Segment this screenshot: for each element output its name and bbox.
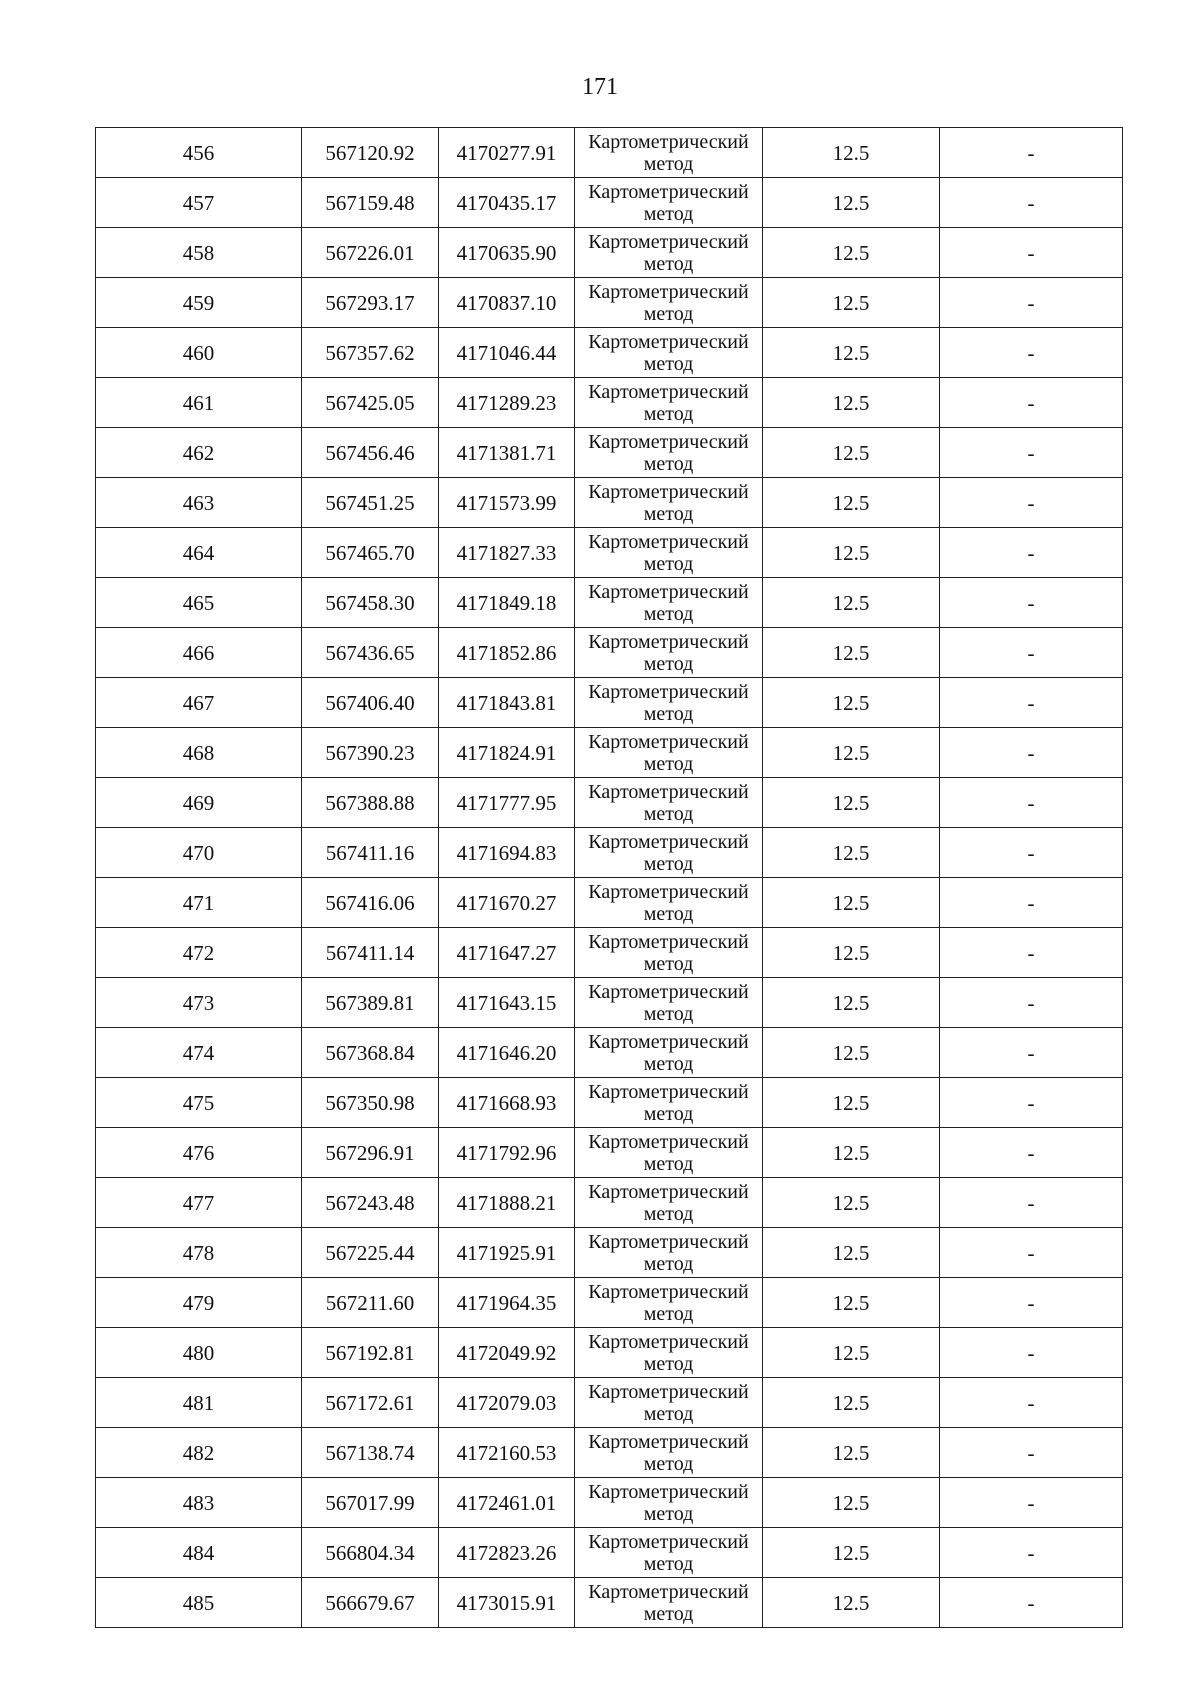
method-text: метод xyxy=(643,202,694,225)
accuracy-cell: 12.5 xyxy=(763,378,940,428)
method-text: Картометрический xyxy=(588,1080,749,1103)
table-row xyxy=(96,728,1123,778)
table-row xyxy=(96,528,1123,578)
note-cell: - xyxy=(940,628,1123,678)
accuracy-cell: 12.5 xyxy=(763,1478,940,1528)
y-coordinate-cell: 4171925.91 xyxy=(439,1228,575,1278)
method-text: Картометрический xyxy=(588,1330,749,1353)
method-text: метод xyxy=(643,1602,694,1625)
accuracy-cell: 12.5 xyxy=(763,178,940,228)
y-coordinate-cell: 4171647.27 xyxy=(439,928,575,978)
x-coordinate-cell: 567451.25 xyxy=(302,478,439,528)
table-row xyxy=(96,328,1123,378)
y-coordinate-cell: 4171964.35 xyxy=(439,1278,575,1328)
method-text: метод xyxy=(643,902,694,925)
y-coordinate-cell: 4171643.15 xyxy=(439,978,575,1028)
accuracy-cell: 12.5 xyxy=(763,878,940,928)
point-number-cell: 481 xyxy=(96,1378,302,1428)
note-cell: - xyxy=(940,478,1123,528)
method-cell xyxy=(575,328,763,378)
y-coordinate-cell: 4171573.99 xyxy=(439,478,575,528)
method-text: метод xyxy=(643,602,694,625)
y-coordinate-cell: 4171381.71 xyxy=(439,428,575,478)
method-text: Картометрический xyxy=(588,530,749,553)
method-cell xyxy=(575,378,763,428)
table-row xyxy=(96,1128,1123,1178)
point-number-cell: 464 xyxy=(96,528,302,578)
x-coordinate-cell: 567465.70 xyxy=(302,528,439,578)
y-coordinate-cell: 4171670.27 xyxy=(439,878,575,928)
x-coordinate-cell: 567425.05 xyxy=(302,378,439,428)
note-cell: - xyxy=(940,428,1123,478)
method-text: метод xyxy=(643,152,694,175)
method-cell xyxy=(575,478,763,528)
method-text: Картометрический xyxy=(588,680,749,703)
table-row xyxy=(96,678,1123,728)
note-cell: - xyxy=(940,1078,1123,1128)
note-cell: - xyxy=(940,1378,1123,1428)
accuracy-cell: 12.5 xyxy=(763,1078,940,1128)
table-row xyxy=(96,878,1123,928)
note-cell: - xyxy=(940,728,1123,778)
method-text: метод xyxy=(643,1452,694,1475)
y-coordinate-cell: 4172079.03 xyxy=(439,1378,575,1428)
y-coordinate-cell: 4170277.91 xyxy=(439,128,575,178)
accuracy-cell: 12.5 xyxy=(763,1378,940,1428)
table-row xyxy=(96,1278,1123,1328)
method-text: метод xyxy=(643,752,694,775)
table-row xyxy=(96,778,1123,828)
method-cell xyxy=(575,1178,763,1228)
x-coordinate-cell: 567390.23 xyxy=(302,728,439,778)
method-cell xyxy=(575,278,763,328)
table-row xyxy=(96,478,1123,528)
point-number-cell: 478 xyxy=(96,1228,302,1278)
method-text: Картометрический xyxy=(588,480,749,503)
accuracy-cell: 12.5 xyxy=(763,828,940,878)
note-cell: - xyxy=(940,328,1123,378)
y-coordinate-cell: 4170837.10 xyxy=(439,278,575,328)
method-text: метод xyxy=(643,702,694,725)
x-coordinate-cell: 567411.14 xyxy=(302,928,439,978)
y-coordinate-cell: 4171046.44 xyxy=(439,328,575,378)
note-cell: - xyxy=(940,1178,1123,1228)
point-number-cell: 461 xyxy=(96,378,302,428)
x-coordinate-cell: 567368.84 xyxy=(302,1028,439,1078)
y-coordinate-cell: 4171849.18 xyxy=(439,578,575,628)
point-number-cell: 458 xyxy=(96,228,302,278)
point-number-cell: 485 xyxy=(96,1578,302,1628)
method-cell xyxy=(575,1128,763,1178)
method-cell xyxy=(575,978,763,1028)
page-number: 171 xyxy=(582,74,618,100)
accuracy-cell: 12.5 xyxy=(763,628,940,678)
method-text: метод xyxy=(643,1002,694,1025)
note-cell: - xyxy=(940,1128,1123,1178)
point-number-cell: 470 xyxy=(96,828,302,878)
point-number-cell: 480 xyxy=(96,1328,302,1378)
x-coordinate-cell: 567243.48 xyxy=(302,1178,439,1228)
method-text: Картометрический xyxy=(588,230,749,253)
accuracy-cell: 12.5 xyxy=(763,1328,940,1378)
method-cell xyxy=(575,1478,763,1528)
y-coordinate-cell: 4170435.17 xyxy=(439,178,575,228)
point-number-cell: 484 xyxy=(96,1528,302,1578)
x-coordinate-cell: 567159.48 xyxy=(302,178,439,228)
method-text: Картометрический xyxy=(588,1030,749,1053)
note-cell: - xyxy=(940,1278,1123,1328)
accuracy-cell: 12.5 xyxy=(763,1128,940,1178)
x-coordinate-cell: 567172.61 xyxy=(302,1378,439,1428)
method-text: Картометрический xyxy=(588,980,749,1003)
note-cell: - xyxy=(940,178,1123,228)
point-number-cell: 467 xyxy=(96,678,302,728)
method-text: Картометрический xyxy=(588,1230,749,1253)
y-coordinate-cell: 4171888.21 xyxy=(439,1178,575,1228)
note-cell: - xyxy=(940,1478,1123,1528)
note-cell: - xyxy=(940,378,1123,428)
method-text: Картометрический xyxy=(588,330,749,353)
x-coordinate-cell: 567192.81 xyxy=(302,1328,439,1378)
method-text: метод xyxy=(643,1102,694,1125)
y-coordinate-cell: 4172049.92 xyxy=(439,1328,575,1378)
method-text: Картометрический xyxy=(588,380,749,403)
method-text: метод xyxy=(643,852,694,875)
x-coordinate-cell: 567416.06 xyxy=(302,878,439,928)
point-number-cell: 468 xyxy=(96,728,302,778)
table-row xyxy=(96,928,1123,978)
accuracy-cell: 12.5 xyxy=(763,778,940,828)
point-number-cell: 466 xyxy=(96,628,302,678)
method-cell xyxy=(575,528,763,578)
point-number-cell: 472 xyxy=(96,928,302,978)
x-coordinate-cell: 567226.01 xyxy=(302,228,439,278)
table-row xyxy=(96,1328,1123,1378)
note-cell: - xyxy=(940,128,1123,178)
table-row xyxy=(96,1428,1123,1478)
accuracy-cell: 12.5 xyxy=(763,578,940,628)
accuracy-cell: 12.5 xyxy=(763,278,940,328)
method-text: метод xyxy=(643,1402,694,1425)
method-text: метод xyxy=(643,1252,694,1275)
x-coordinate-cell: 567138.74 xyxy=(302,1428,439,1478)
method-cell xyxy=(575,1378,763,1428)
method-text: метод xyxy=(643,652,694,675)
method-cell xyxy=(575,428,763,478)
note-cell: - xyxy=(940,1578,1123,1628)
point-number-cell: 473 xyxy=(96,978,302,1028)
accuracy-cell: 12.5 xyxy=(763,1278,940,1328)
x-coordinate-cell: 567211.60 xyxy=(302,1278,439,1328)
x-coordinate-cell: 567389.81 xyxy=(302,978,439,1028)
note-cell: - xyxy=(940,1528,1123,1578)
y-coordinate-cell: 4171289.23 xyxy=(439,378,575,428)
method-text: метод xyxy=(643,1552,694,1575)
accuracy-cell: 12.5 xyxy=(763,978,940,1028)
note-cell: - xyxy=(940,778,1123,828)
x-coordinate-cell: 567017.99 xyxy=(302,1478,439,1528)
method-text: метод xyxy=(643,302,694,325)
table-row xyxy=(96,978,1123,1028)
method-text: метод xyxy=(643,802,694,825)
y-coordinate-cell: 4172823.26 xyxy=(439,1528,575,1578)
method-text: Картометрический xyxy=(588,130,749,153)
method-text: Картометрический xyxy=(588,880,749,903)
method-text: метод xyxy=(643,1152,694,1175)
accuracy-cell: 12.5 xyxy=(763,928,940,978)
table-row xyxy=(96,1528,1123,1578)
note-cell: - xyxy=(940,1428,1123,1478)
x-coordinate-cell: 567225.44 xyxy=(302,1228,439,1278)
accuracy-cell: 12.5 xyxy=(763,478,940,528)
method-cell xyxy=(575,578,763,628)
accuracy-cell: 12.5 xyxy=(763,128,940,178)
x-coordinate-cell: 567456.46 xyxy=(302,428,439,478)
method-text: Картометрический xyxy=(588,1480,749,1503)
table-row xyxy=(96,178,1123,228)
coordinates-table-body xyxy=(96,128,1123,1628)
y-coordinate-cell: 4171694.83 xyxy=(439,828,575,878)
point-number-cell: 460 xyxy=(96,328,302,378)
note-cell: - xyxy=(940,528,1123,578)
method-text: метод xyxy=(643,502,694,525)
accuracy-cell: 12.5 xyxy=(763,1178,940,1228)
table-row xyxy=(96,1178,1123,1228)
accuracy-cell: 12.5 xyxy=(763,728,940,778)
point-number-cell: 457 xyxy=(96,178,302,228)
method-text: метод xyxy=(643,1202,694,1225)
x-coordinate-cell: 566804.34 xyxy=(302,1528,439,1578)
method-cell xyxy=(575,1528,763,1578)
y-coordinate-cell: 4171843.81 xyxy=(439,678,575,728)
x-coordinate-cell: 567458.30 xyxy=(302,578,439,628)
x-coordinate-cell: 567350.98 xyxy=(302,1078,439,1128)
table-row xyxy=(96,1578,1123,1628)
note-cell: - xyxy=(940,1328,1123,1378)
table-row xyxy=(96,1028,1123,1078)
accuracy-cell: 12.5 xyxy=(763,1578,940,1628)
method-text: метод xyxy=(643,452,694,475)
point-number-cell: 459 xyxy=(96,278,302,328)
method-cell xyxy=(575,1278,763,1328)
table-row xyxy=(96,128,1123,178)
point-number-cell: 476 xyxy=(96,1128,302,1178)
method-text: метод xyxy=(643,1352,694,1375)
accuracy-cell: 12.5 xyxy=(763,328,940,378)
note-cell: - xyxy=(940,828,1123,878)
point-number-cell: 483 xyxy=(96,1478,302,1528)
method-cell xyxy=(575,1228,763,1278)
coordinates-table xyxy=(95,127,1123,1628)
table-row xyxy=(96,1228,1123,1278)
method-text: Картометрический xyxy=(588,1280,749,1303)
method-text: Картометрический xyxy=(588,1580,749,1603)
table-row xyxy=(96,378,1123,428)
accuracy-cell: 12.5 xyxy=(763,1428,940,1478)
method-cell xyxy=(575,778,763,828)
note-cell: - xyxy=(940,928,1123,978)
x-coordinate-cell: 567296.91 xyxy=(302,1128,439,1178)
table-row xyxy=(96,578,1123,628)
table-row xyxy=(96,1078,1123,1128)
method-cell xyxy=(575,1078,763,1128)
method-cell xyxy=(575,728,763,778)
method-cell xyxy=(575,828,763,878)
accuracy-cell: 12.5 xyxy=(763,1228,940,1278)
y-coordinate-cell: 4171646.20 xyxy=(439,1028,575,1078)
table-row xyxy=(96,278,1123,328)
point-number-cell: 465 xyxy=(96,578,302,628)
method-cell xyxy=(575,1578,763,1628)
method-text: метод xyxy=(643,1502,694,1525)
method-cell xyxy=(575,628,763,678)
note-cell: - xyxy=(940,878,1123,928)
method-cell xyxy=(575,1028,763,1078)
y-coordinate-cell: 4171668.93 xyxy=(439,1078,575,1128)
method-text: метод xyxy=(643,402,694,425)
method-text: Картометрический xyxy=(588,930,749,953)
method-cell xyxy=(575,928,763,978)
y-coordinate-cell: 4171792.96 xyxy=(439,1128,575,1178)
note-cell: - xyxy=(940,978,1123,1028)
accuracy-cell: 12.5 xyxy=(763,678,940,728)
table-row xyxy=(96,1378,1123,1428)
method-text: Картометрический xyxy=(588,1530,749,1553)
method-cell xyxy=(575,228,763,278)
x-coordinate-cell: 567357.62 xyxy=(302,328,439,378)
method-text: Картометрический xyxy=(588,430,749,453)
note-cell: - xyxy=(940,228,1123,278)
method-text: метод xyxy=(643,952,694,975)
table-row xyxy=(96,628,1123,678)
note-cell: - xyxy=(940,678,1123,728)
y-coordinate-cell: 4170635.90 xyxy=(439,228,575,278)
x-coordinate-cell: 566679.67 xyxy=(302,1578,439,1628)
method-text: Картометрический xyxy=(588,180,749,203)
point-number-cell: 474 xyxy=(96,1028,302,1078)
x-coordinate-cell: 567293.17 xyxy=(302,278,439,328)
accuracy-cell: 12.5 xyxy=(763,528,940,578)
accuracy-cell: 12.5 xyxy=(763,428,940,478)
method-text: Картометрический xyxy=(588,1430,749,1453)
table-row xyxy=(96,828,1123,878)
x-coordinate-cell: 567436.65 xyxy=(302,628,439,678)
method-text: метод xyxy=(643,1302,694,1325)
y-coordinate-cell: 4171777.95 xyxy=(439,778,575,828)
accuracy-cell: 12.5 xyxy=(763,228,940,278)
method-text: метод xyxy=(643,1052,694,1075)
method-cell xyxy=(575,1428,763,1478)
y-coordinate-cell: 4171824.91 xyxy=(439,728,575,778)
accuracy-cell: 12.5 xyxy=(763,1528,940,1578)
note-cell: - xyxy=(940,278,1123,328)
method-text: Картометрический xyxy=(588,730,749,753)
y-coordinate-cell: 4172461.01 xyxy=(439,1478,575,1528)
point-number-cell: 471 xyxy=(96,878,302,928)
method-text: Картометрический xyxy=(588,580,749,603)
point-number-cell: 456 xyxy=(96,128,302,178)
method-cell xyxy=(575,128,763,178)
x-coordinate-cell: 567411.16 xyxy=(302,828,439,878)
method-text: Картометрический xyxy=(588,1180,749,1203)
method-text: метод xyxy=(643,252,694,275)
point-number-cell: 462 xyxy=(96,428,302,478)
point-number-cell: 469 xyxy=(96,778,302,828)
table-row xyxy=(96,1478,1123,1528)
method-cell xyxy=(575,878,763,928)
note-cell: - xyxy=(940,1028,1123,1078)
x-coordinate-cell: 567120.92 xyxy=(302,128,439,178)
table-row xyxy=(96,228,1123,278)
point-number-cell: 475 xyxy=(96,1078,302,1128)
method-text: Картометрический xyxy=(588,830,749,853)
x-coordinate-cell: 567388.88 xyxy=(302,778,439,828)
accuracy-cell: 12.5 xyxy=(763,1028,940,1078)
method-text: метод xyxy=(643,352,694,375)
point-number-cell: 479 xyxy=(96,1278,302,1328)
table-row xyxy=(96,428,1123,478)
y-coordinate-cell: 4172160.53 xyxy=(439,1428,575,1478)
point-number-cell: 463 xyxy=(96,478,302,528)
note-cell: - xyxy=(940,1228,1123,1278)
method-cell xyxy=(575,678,763,728)
method-text: Картометрический xyxy=(588,280,749,303)
method-text: Картометрический xyxy=(588,1380,749,1403)
y-coordinate-cell: 4171852.86 xyxy=(439,628,575,678)
method-text: Картометрический xyxy=(588,1130,749,1153)
point-number-cell: 477 xyxy=(96,1178,302,1228)
note-cell: - xyxy=(940,578,1123,628)
point-number-cell: 482 xyxy=(96,1428,302,1478)
method-text: Картометрический xyxy=(588,630,749,653)
method-cell xyxy=(575,1328,763,1378)
method-text: метод xyxy=(643,552,694,575)
method-text: Картометрический xyxy=(588,780,749,803)
y-coordinate-cell: 4173015.91 xyxy=(439,1578,575,1628)
method-cell xyxy=(575,178,763,228)
y-coordinate-cell: 4171827.33 xyxy=(439,528,575,578)
x-coordinate-cell: 567406.40 xyxy=(302,678,439,728)
